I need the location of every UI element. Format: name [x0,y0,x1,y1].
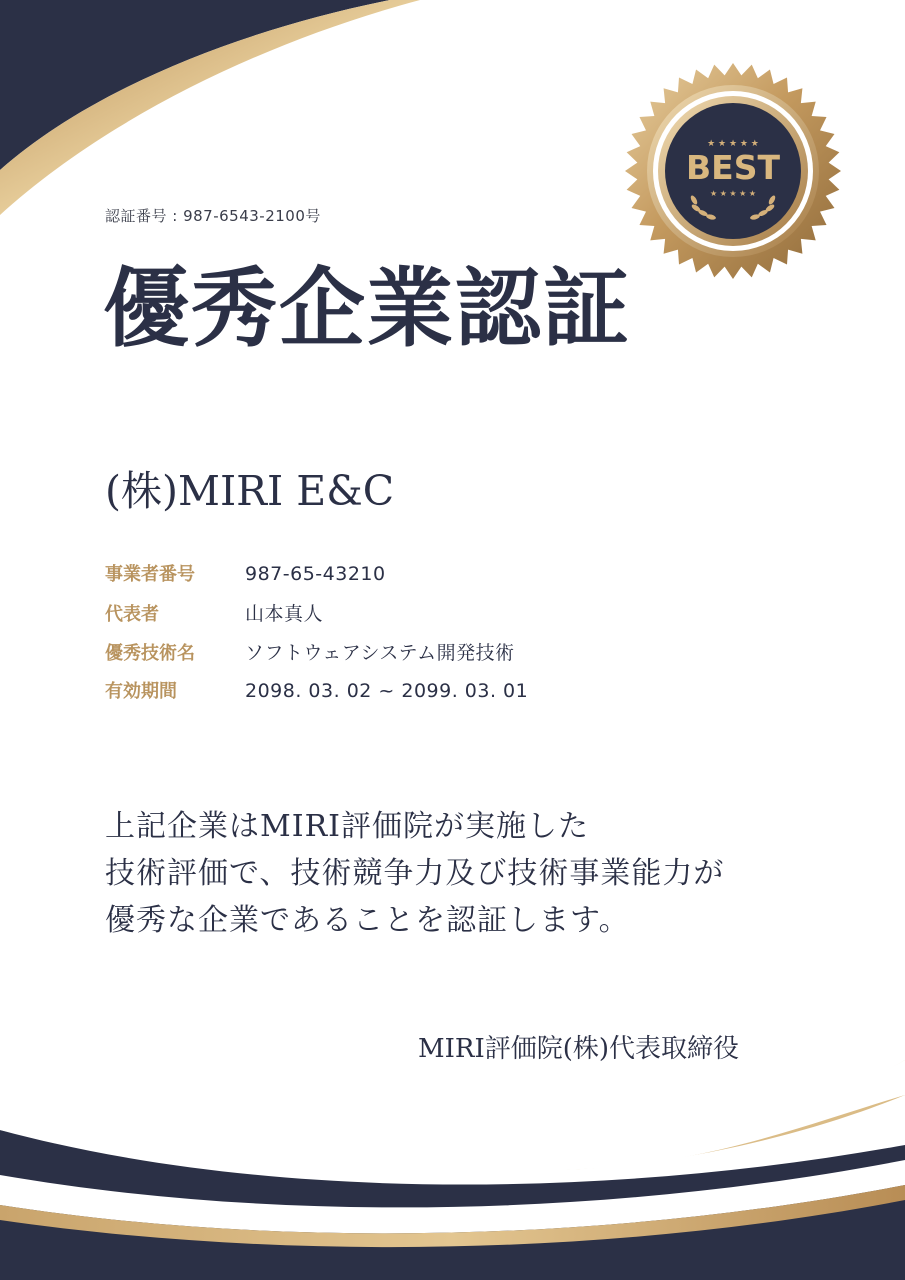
detail-value: ソフトウェアシステム開発技術 [245,642,515,664]
signature: MIRI評価院(株)代表取締役 [417,1034,739,1064]
detail-label: 代表者 [105,604,159,625]
detail-label: 有効期間 [105,681,177,702]
detail-row-representative [105,599,528,638]
detail-value: 2098. 03. 02 ~ 2099. 03. 01 [245,680,529,702]
svg-text:★ ★ ★ ★ ★: ★ ★ ★ ★ ★ [709,189,757,198]
statement-line: 技術評価で、技術競争力及び技術事業能力が [105,856,725,891]
certification-statement [105,803,805,944]
statement-line: 上記企業はMIRI評価院が実施した [105,809,590,844]
detail-row-technology [105,638,528,677]
detail-row-validity [105,677,528,716]
statement-line: 優秀な企業であることを認証します。 [105,903,630,938]
badge-text: BEST [686,148,780,187]
details-list [105,560,528,716]
detail-label: 優秀技術名 [105,643,195,664]
bottom-white-curve [0,1060,905,1174]
detail-row-business-number [105,560,528,599]
detail-value: 山本真人 [245,603,324,625]
detail-value: 987-65-43210 [245,563,386,585]
page-title: 優秀企業認証 [103,259,631,359]
certificate-number: 認証番号 : 987-6543-2100号 [105,207,321,225]
company-name: (株)MIRI E&C [105,467,395,515]
detail-label: 事業者番号 [105,564,195,585]
award-seal-icon [624,62,842,280]
svg-text:★ ★ ★ ★ ★: ★ ★ ★ ★ ★ [707,139,759,149]
